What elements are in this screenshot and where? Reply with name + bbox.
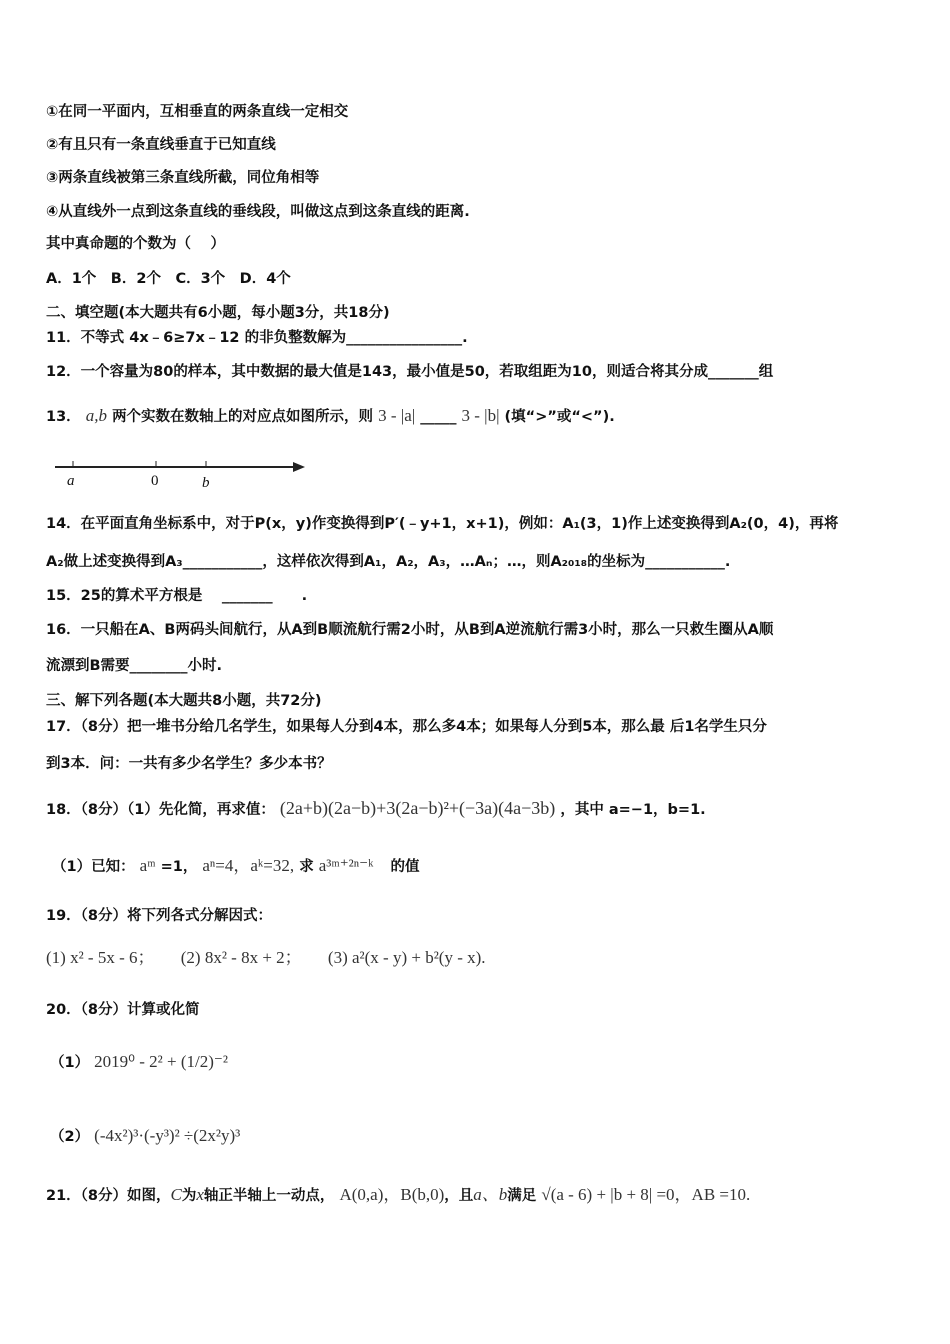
q18-p2-t1: =1， (160, 859, 198, 875)
axis-label-b: b (202, 475, 210, 491)
q21-points: A(0,a)，B(b,0) (339, 1185, 445, 1204)
statement-3: ③两条直线被第三条直线所截，同位角相等 (46, 170, 320, 186)
question-18-part-2 (52, 856, 420, 877)
question-17-line-2: 到3本．问：一共有多少名学生？多少本书？ (46, 756, 332, 772)
question-19-stem: 19．（8分）将下列各式分解因式： (46, 908, 273, 924)
q21-lead: 21．（8分）如图， (46, 1188, 171, 1204)
q18-lead: 18．（8分）（1）先化简，再求值： (46, 802, 275, 818)
number-line (55, 455, 315, 495)
question-20-part-2 (50, 1126, 240, 1147)
number-line-axis (55, 455, 315, 475)
q13-ab: a,b (85, 406, 107, 425)
q21-t3: ，且 (444, 1188, 474, 1204)
q13-num: 13． (46, 409, 81, 425)
question-11: 11．不等式 4x﹣6≥7x﹣12 的非负整数解为________________. (46, 330, 468, 346)
axis-label-a: a (67, 473, 75, 489)
q18-p2-tail: 的值 (390, 859, 420, 875)
question-13 (46, 406, 615, 427)
q18-p2-t2: 求 (299, 859, 314, 875)
question-14-line-2: A₂做上述变换得到A₃___________，这样依次得到A₁，A₂，A₃，…Aₙ；…，则A₂₀₁₈的坐标为___________. (46, 554, 731, 570)
section-2-heading: 二、填空题(本大题共有6小题，每小题3分，共18分) (46, 305, 390, 321)
q21-t4: 满足 (507, 1188, 537, 1204)
q18-p2-e3: a³ᵐ⁺²ⁿ⁻ᵏ (318, 856, 374, 875)
q19-part-3: (3) a²(x - y) + b²(y - x). (327, 948, 486, 967)
q21-ab: a、b (473, 1185, 508, 1204)
question-16-line-2: 流漂到B需要________小时. (46, 658, 223, 674)
statement-4: ④从直线外一点到这条直线的垂线段，叫做这点到这条直线的距离. (46, 204, 470, 220)
q19-part-1: (1) x² - 5x - 6； (46, 948, 155, 967)
q18-p2-e2: aⁿ=4，aᵏ=32, (202, 856, 295, 875)
question-10-stem: 其中真命题的个数为（ ） (46, 236, 226, 252)
q20-p1-label: （1） (50, 1055, 90, 1071)
question-21 (46, 1185, 750, 1206)
q18-p2-lead: （1）已知： (52, 859, 135, 875)
question-17-line-1: 17．（8分）把一堆书分给几名学生，如果每人分到4本，那么多4本；如果每人分到5本，那么最 后1名学生只分 (46, 719, 767, 735)
question-14-line-1: 14．在平面直角坐标系中，对于P(x，y)作变换得到P′(﹣y+1，x+1)，例如：A₁(3，1)作上述变换得到A₂(0，4)，再将 (46, 516, 839, 532)
q19-part-2: (2) 8x² - 8x + 2； (180, 948, 302, 967)
question-20-part-1 (50, 1052, 228, 1073)
q21-c: C (170, 1185, 182, 1204)
q20-p1-expr: 2019⁰ - 2² + (1/2)⁻² (94, 1052, 228, 1071)
section-3-heading: 三、解下列各题(本大题共8小题，共72分) (46, 693, 322, 709)
q18-p2-e1: aᵐ (139, 856, 156, 875)
q13-text: 两个实数在数轴上的对应点如图所示，则 (112, 409, 374, 425)
q21-x: x (196, 1185, 204, 1204)
q18-expression: (2a+b)(2a−b)+3(2a−b)²+(−3a)(4a−3b) (279, 798, 556, 818)
q13-tail: (填“>”或“<”). (504, 409, 615, 425)
q13-expr1: 3 - |a| (378, 406, 416, 425)
question-10-options: A．1个 B．2个 C．3个 D．4个 (46, 271, 291, 287)
statement-1: ①在同一平面内，互相垂直的两条直线一定相交 (46, 104, 349, 120)
q18-tail: ，其中 a=−1，b=1. (560, 802, 706, 818)
question-19-parts (46, 948, 486, 968)
question-12: 12．一个容量为80的样本，其中数据的最大值是143，最小值是50，若取组距为10，则适合将其分成_______组 (46, 364, 774, 380)
q20-p2-label: （2） (50, 1129, 90, 1145)
question-20-stem: 20．（8分）计算或化简 (46, 1002, 200, 1018)
question-16-line-1: 16．一只船在A、B两码头间航行，从A到B顺流航行需2小时，从B到A逆流航行需3小时，那么一只救生圈从A顺 (46, 622, 774, 638)
q21-condition: √(a - 6) + |b + 8| =0，AB =10. (541, 1185, 751, 1204)
q21-t1: 为 (181, 1188, 197, 1204)
q21-t2: 轴正半轴上一动点， (203, 1188, 335, 1204)
q20-p2-expr: (-4x²)³·(-y³)² ÷(2x²y)³ (94, 1126, 241, 1145)
question-18-part-1 (46, 798, 706, 820)
axis-label-0: 0 (151, 473, 159, 489)
q13-expr2: 3 - |b| (461, 406, 500, 425)
statement-2: ②有且只有一条直线垂直于已知直线 (46, 137, 276, 153)
question-15: 15．25的算术平方根是 _______ . (46, 588, 308, 604)
q13-blank: _____ (420, 409, 457, 425)
